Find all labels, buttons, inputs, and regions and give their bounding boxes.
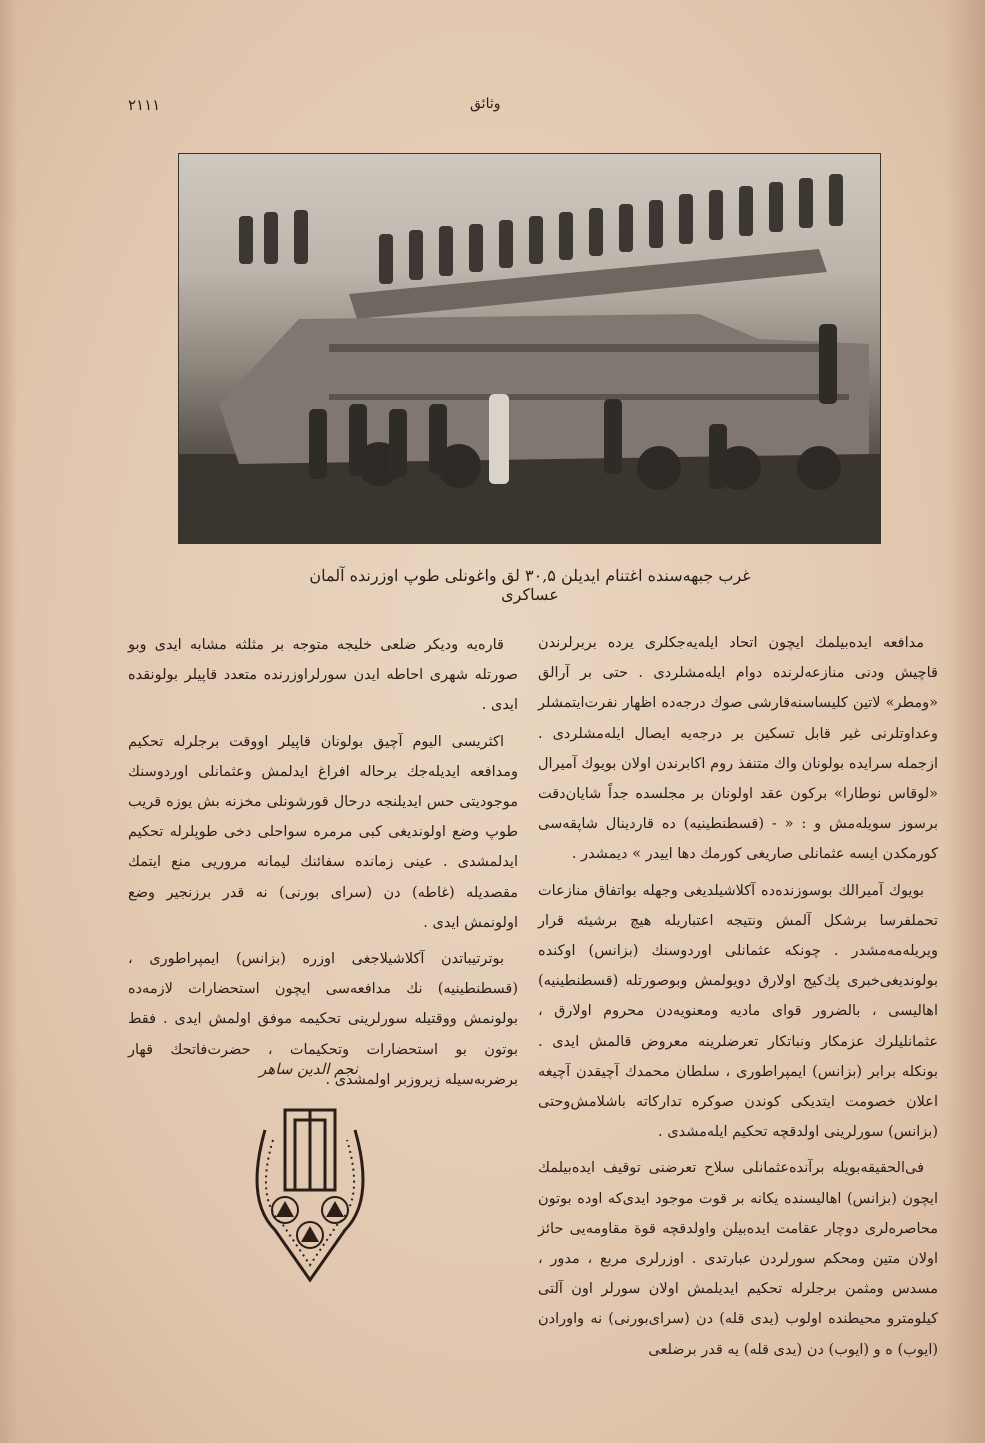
page-edge-left: [0, 0, 18, 1443]
photo-illustration: [179, 154, 880, 543]
paragraph: قاره‌یه ودیكر ضلعی خلیجه متوجه بر مثلثه مشابه ایدی وبو صورتله شهری احاطه ایدن سورلراوزرنده متعدد قاپیلر بولونقده ایدی .: [128, 637, 518, 714]
photograph-railway-gun-soldiers: [178, 153, 881, 544]
author-signature: نجم الدین ساهر: [259, 1060, 358, 1078]
photo-caption: غرب جبهه‌سنده اغتنام ایدیلن ۳۰,۵ لق واغونلی طوپ اوزرنده آلمان عساکری: [309, 566, 751, 604]
photo-soldier-white-uniform: [489, 394, 509, 484]
text-column-right: [538, 628, 938, 1371]
ornament-icon: [245, 1100, 375, 1290]
paragraph: بویوك آمیرالك بوسوزنده‌ده آكلاشیلدیغی وجهله بواتفاق منازعات تحملفرسا برشكل آلمش ونتیجه اعتباریله هیچ برشیئه قرار ویریله‌مه‌مشدر . چونكه عثمانلی اوردوسنك (بزانس) اوكنده بولوندیغی‌خبری پك‌كیج اولارق دویولمش وبوصورتله (قسطنطینیه) اهالیسی ، بالضرور قوای مادیه ومعنویه‌دن محروم اولارق ، عثمانلیلرك عزمكار ونباتكار تعرضلرینه معروض قالمش ایدی . بونكله برابر (بزانس) ایمپراطوری ، سلطان محمدك آچیقدن آچیغه اعلان خصومت ایتدیكی كوندن صوكره تداركاته باشلامش‌وحتی (بزانس) سورلرینی اولدقچه تحكیم ایله‌مشدی .: [538, 882, 938, 1141]
page-number: ٢١١١: [128, 96, 161, 114]
photo-carriage-rail-lower: [329, 394, 849, 400]
photo-ground: [179, 454, 880, 543]
text-column-left: [128, 630, 518, 1101]
paragraph: فی‌الحقیقه‌بویله برآنده‌عثمانلی سلاح تعرضنی توقیف ایده‌بیلمك ایچون (بزانس) اهالیسنده یكانه بر قوت موجود ایدی‌كه اوده بوتون محاصره‌لری دوچار عقامت ایده‌بیلن واولدقچه قوة مقاومه‌یی حائز اولان متین ومحكم سورلردن عبارتدی . اوزرلری مربع ، مدور ، مسدس ومثمن برجلرله تحكیم ایدیلمش اولان سورلر اون آلتی كیلومترو محیطنده اولوب (یدی قله) دن (سرای‌بورنی) نه واورادن (ایوب) ه و (ایوب) دن (یدی قله) یه قدر برضلعی: [538, 1160, 938, 1358]
paragraph: بوترتیباتدن آكلاشیلاجغی اوزره (بزانس) ایمپراطوری ، (قسطنطینیه) نك مدافعه‌سی ایچون استحضارات لازمه‌ده بولونمش ووقتیله سورلرینی تحكیمه موفق اولمش ایدی . فقط بوتون بو استحضارات وتحكیمات ، حضرت‌فاتحك قهار برضربه‌سیله زیروزبر اولمشدی .: [128, 951, 518, 1088]
running-title: وثائق: [470, 96, 501, 112]
photo-carriage-rail: [329, 344, 829, 352]
paragraph: مدافعه ایده‌بیلمك ایچون اتحاد ایله‌یه‌جكلری یرده بربرلرندن قاچیش ودنی منازعه‌لرنده دوام ایله‌مشلردی . حتی بر آرالق «ومطر» لاتین كلیساسنه‌قارشی صوك درجه‌ده اظهار نفرت‌ایتمشلر وعداوتلرنی غیر قابل تسكین بر درجه‌یه ایصال ایله‌مشلردی . ازجمله سرایده بولونان واك متنفذ روم اكابرندن اولان بویوك آمیرال «لوقاس نوطارا» بركون عقد اولونان بر مجلسده جداً شایان‌دقت برسوز سویله‌مش و : « - (قسطنطینیه) ده قاردینال شاپقه‌سی كورمكدن ایسه عثمانلی صاریغی كورمك دها ایيدر » دیمشدر .: [538, 635, 938, 863]
page-edge-right: [945, 0, 985, 1443]
decorative-ornament: [245, 1100, 375, 1294]
paragraph: اكثریسی الیوم آچیق بولونان قاپیلر اووقت برجلرله تحكیم ومدافعه ایدیله‌جك برحاله افراغ ایدلمش وعثمانلی اوردوسنك موجودیتی حس ایدیلنجه درحال قورشونلی مخزنه بش یوزه قریب طوپ وضع اولوندیغی كبی مرمره سواحلی دخی طوپلرله تحكیم ایدلمشدی . عینی زمانده سفائنك لیمانه مروریی منع ایتمك مقصدیله (غاطه) دن (سرای بورنی) نه قدر برزنجیر وضع اولونمش ایدی .: [128, 733, 518, 931]
